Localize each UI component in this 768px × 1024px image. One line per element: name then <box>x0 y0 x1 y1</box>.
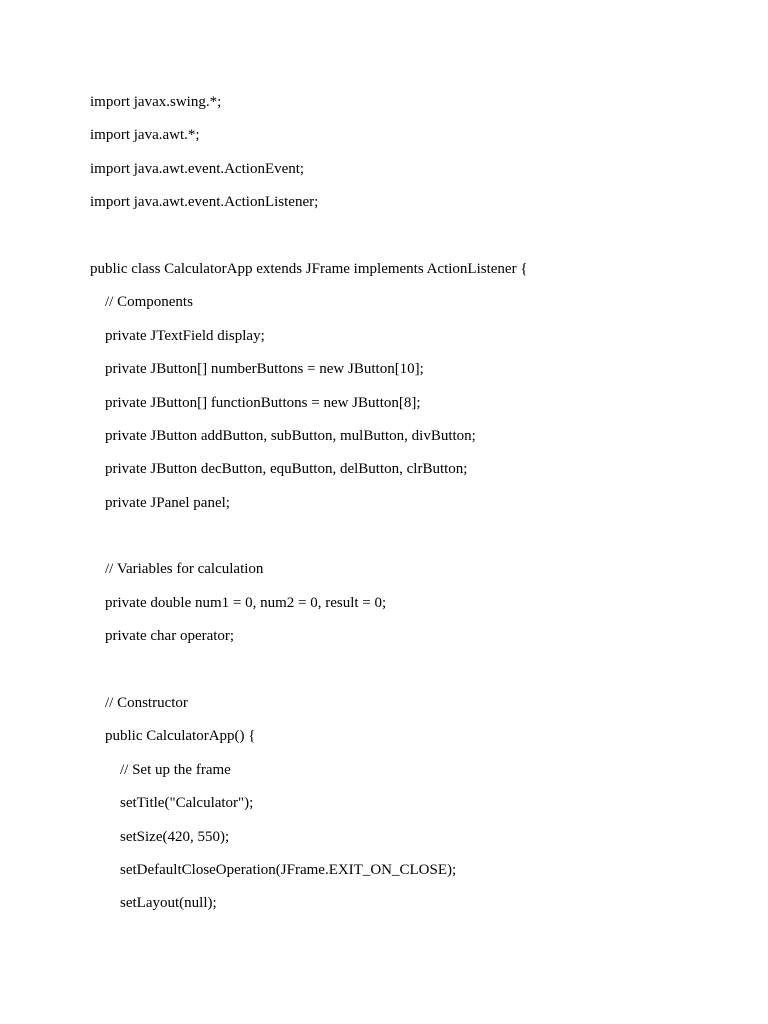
code-line-panel: private JPanel panel; <box>105 494 230 511</box>
code-line-comment-variables: // Variables for calculation <box>105 561 264 578</box>
code-line-comment-components: // Components <box>105 294 193 311</box>
code-line-set-title: setTitle("Calculator"); <box>120 795 254 812</box>
code-line-import-swing: import javax.swing.*; <box>90 94 222 110</box>
code-line-operator-buttons: private JButton addButton, subButton, mulButton, divButton; <box>105 427 476 444</box>
code-blank-line <box>90 660 528 693</box>
code-line-import-actionevent: import java.awt.event.ActionEvent; <box>90 160 305 177</box>
code-line-control-buttons: private JButton decButton, equButton, delButton, clrButton; <box>105 461 468 478</box>
code-line-class-declaration: public class CalculatorApp extends JFrame implements ActionListener { <box>90 260 528 277</box>
code-line-import-awt: import java.awt.*; <box>90 127 200 144</box>
code-line-function-buttons: private JButton[] functionButtons = new JButton[8]; <box>105 394 421 411</box>
code-line-import-actionlistener: import java.awt.event.ActionListener; <box>90 194 319 211</box>
code-line-constructor: public CalculatorApp() { <box>105 728 256 745</box>
code-line-operator-variable: private char operator; <box>105 628 235 645</box>
code-line-comment-frame: // Set up the frame <box>120 761 231 778</box>
code-line-set-layout: setLayout(null); <box>120 895 217 912</box>
code-line-set-close-operation: setDefaultCloseOperation(JFrame.EXIT_ON_CLOSE); <box>120 861 457 878</box>
code-blank-line <box>90 526 528 559</box>
code-blank-line <box>90 226 528 259</box>
code-line-display-field: private JTextField display; <box>105 327 265 344</box>
code-line-number-buttons: private JButton[] numberButtons = new JButton[10]; <box>105 361 424 378</box>
code-listing <box>90 92 528 927</box>
code-line-number-variables: private double num1 = 0, num2 = 0, result = 0; <box>105 594 387 611</box>
code-line-comment-constructor: // Constructor <box>105 695 188 712</box>
code-line-set-size: setSize(420, 550); <box>120 828 230 845</box>
